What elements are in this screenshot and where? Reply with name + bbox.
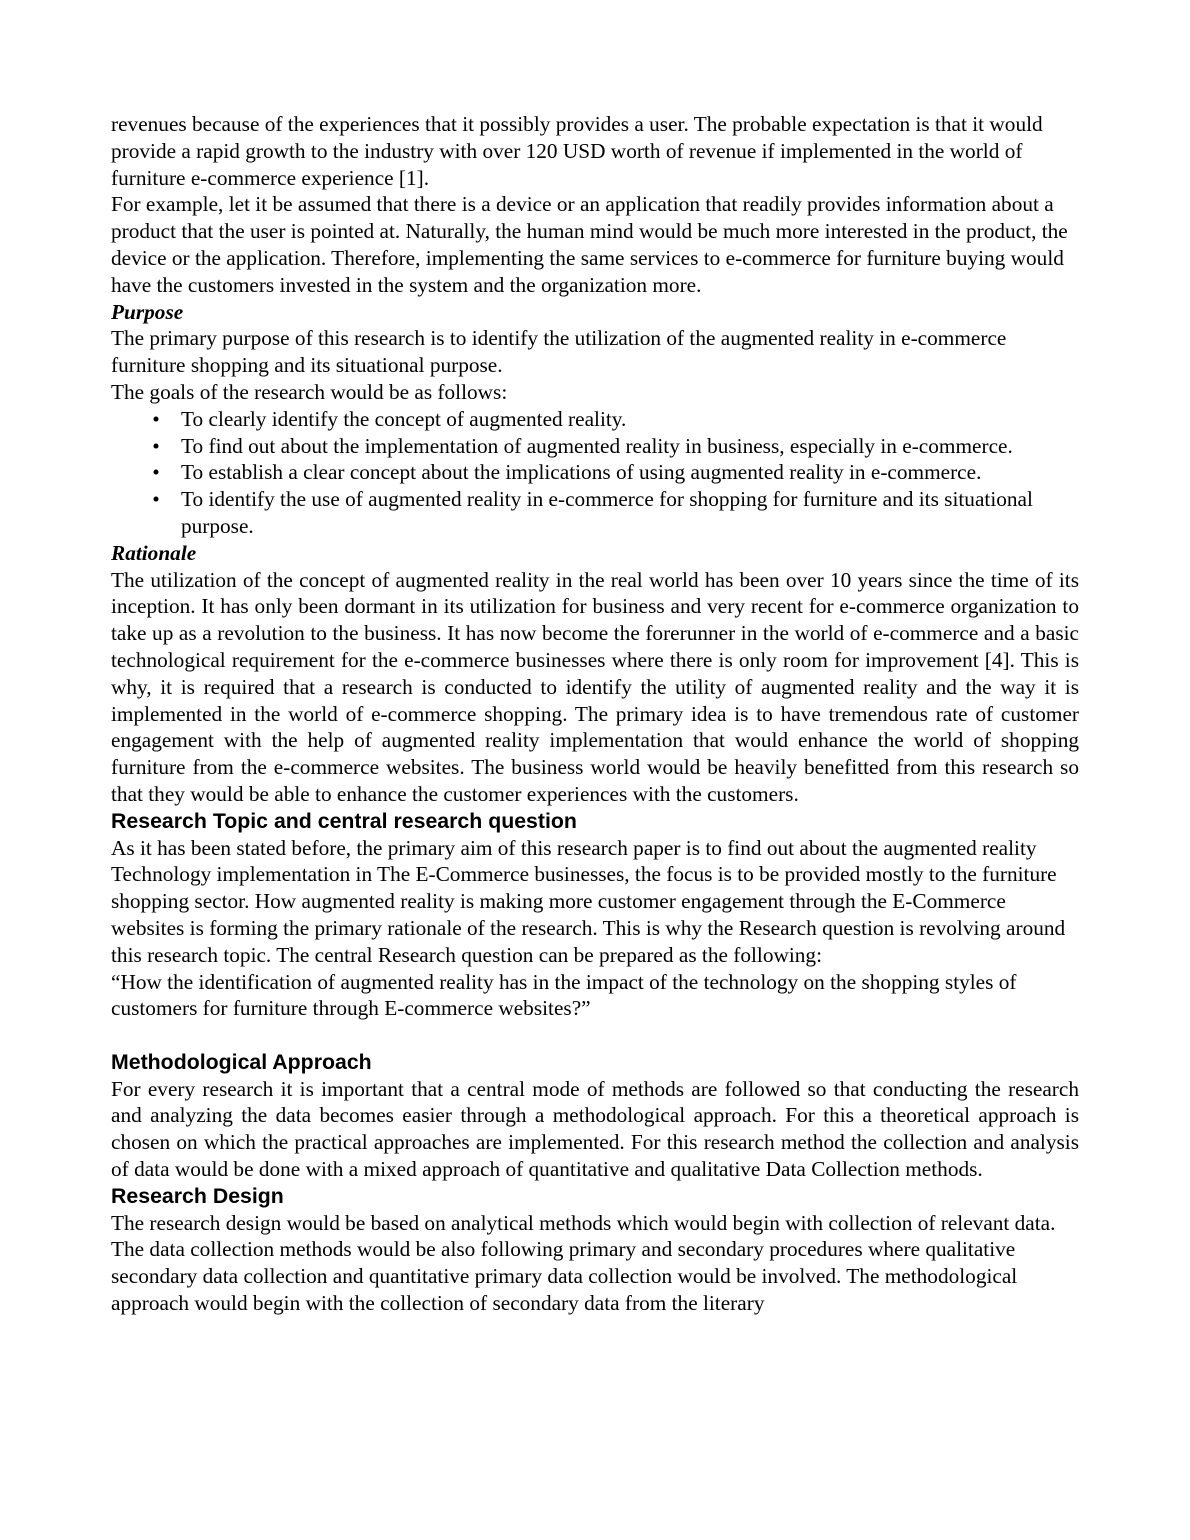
- goal-text: To clearly identify the concept of augmented reality.: [181, 406, 627, 431]
- methodological-approach-paragraph: For every research it is important that a central mode of methods are followed so that conducting the research and analyzing the data becomes easier through a methodological approach. For this a theoretical approach is chosen on which the practical approaches are implemented. For this research method the collection and analysis of data would be done with a mixed approach of quantitative and qualitative Data Collection methods.: [111, 1076, 1079, 1182]
- bullet-icon: •: [152, 460, 160, 485]
- rationale-heading: Rationale: [111, 540, 197, 565]
- purpose-paragraph-2: The goals of the research would be as follows:: [111, 379, 508, 404]
- purpose-heading: Purpose: [111, 299, 184, 324]
- rationale-paragraph: The utilization of the concept of augmented reality in the real world has been over 10 years since the time of its inception. It has only been dormant in its utilization for business and very recent for e-commerce organization to take up as a revolution to the business. It has now become the forerunner in the world of e-commerce and a basic technological requirement for the e-commerce businesses where there is only room for improvement [4]. This is why, it is required that a research is conducted to identify the utility of augmented reality and the way it is implemented in the world of e-commerce shopping. The primary idea is to have tremendous rate of customer engagement with the help of augmented reality implementation that would enhance the world of shopping furniture from the e-commerce websites. The business world would be heavily benefitted from this research so that they would be able to enhance the customer experiences with the customers.: [111, 567, 1079, 806]
- methodological-approach-heading: Methodological Approach: [111, 1049, 372, 1074]
- intro-paragraph-2: For example, let it be assumed that there is a device or an application that readily provides information about a product that the user is pointed at. Naturally, the human mind would be much more interested in the product, the device or the application. Therefore, implementing the same services to e-commerce for furniture buying would have the customers invested in the system and the organization more.: [111, 192, 1068, 297]
- goal-text: To find out about the implementation of augmented reality in business, especially in e-commerce.: [181, 433, 1013, 458]
- research-design-heading: Research Design: [111, 1183, 284, 1208]
- goal-item: [152, 433, 1079, 460]
- bullet-icon: •: [152, 406, 160, 431]
- blank-line: [111, 1022, 1079, 1049]
- goal-item: [152, 486, 1079, 540]
- purpose-paragraph-1: The primary purpose of this research is to identify the utilization of the augmented reality in e-commerce furniture shopping and its situational purpose.: [111, 326, 1007, 378]
- research-design-paragraph: The research design would be based on analytical methods which would begin with collection of relevant data. The data collection methods would be also following primary and secondary procedures where qualitative secondary data collection and quantitative primary data collection would be involved. The methodological approach would begin with the collection of secondary data from the literary: [111, 1210, 1056, 1316]
- research-topic-heading: Research Topic and central research question: [111, 808, 577, 833]
- bullet-icon: •: [152, 487, 160, 512]
- goal-item: [152, 406, 1079, 433]
- document-page: [111, 111, 1079, 1317]
- bullet-icon: •: [152, 433, 160, 458]
- research-question: “How the identification of augmented reality has in the impact of the technology on the shopping styles of customers for furniture through E-commerce websites?”: [111, 969, 1017, 1021]
- goals-list: [111, 406, 1079, 540]
- intro-paragraph-1: revenues because of the experiences that it possibly provides a user. The probable expectation is that it would provide a rapid growth to the industry with over 120 USD worth of revenue if implemented in the world of furniture e-commerce experience [1].: [111, 112, 1043, 190]
- goal-text: To identify the use of augmented reality in e-commerce for shopping for furniture and its situational purpose.: [181, 487, 1033, 538]
- goal-text: To establish a clear concept about the implications of using augmented reality in e-commerce.: [181, 460, 982, 485]
- goal-item: [152, 459, 1079, 486]
- research-topic-paragraph: As it has been stated before, the primary aim of this research paper is to find out about the augmented reality Technology implementation in The E-Commerce businesses, the focus is to be provided mostly to the furniture shopping sector. How augmented reality is making more customer engagement through the E-Commerce websites is forming the primary rationale of the research. This is why the Research question is revolving around this research topic. The central Research question can be prepared as the following:: [111, 835, 1066, 967]
